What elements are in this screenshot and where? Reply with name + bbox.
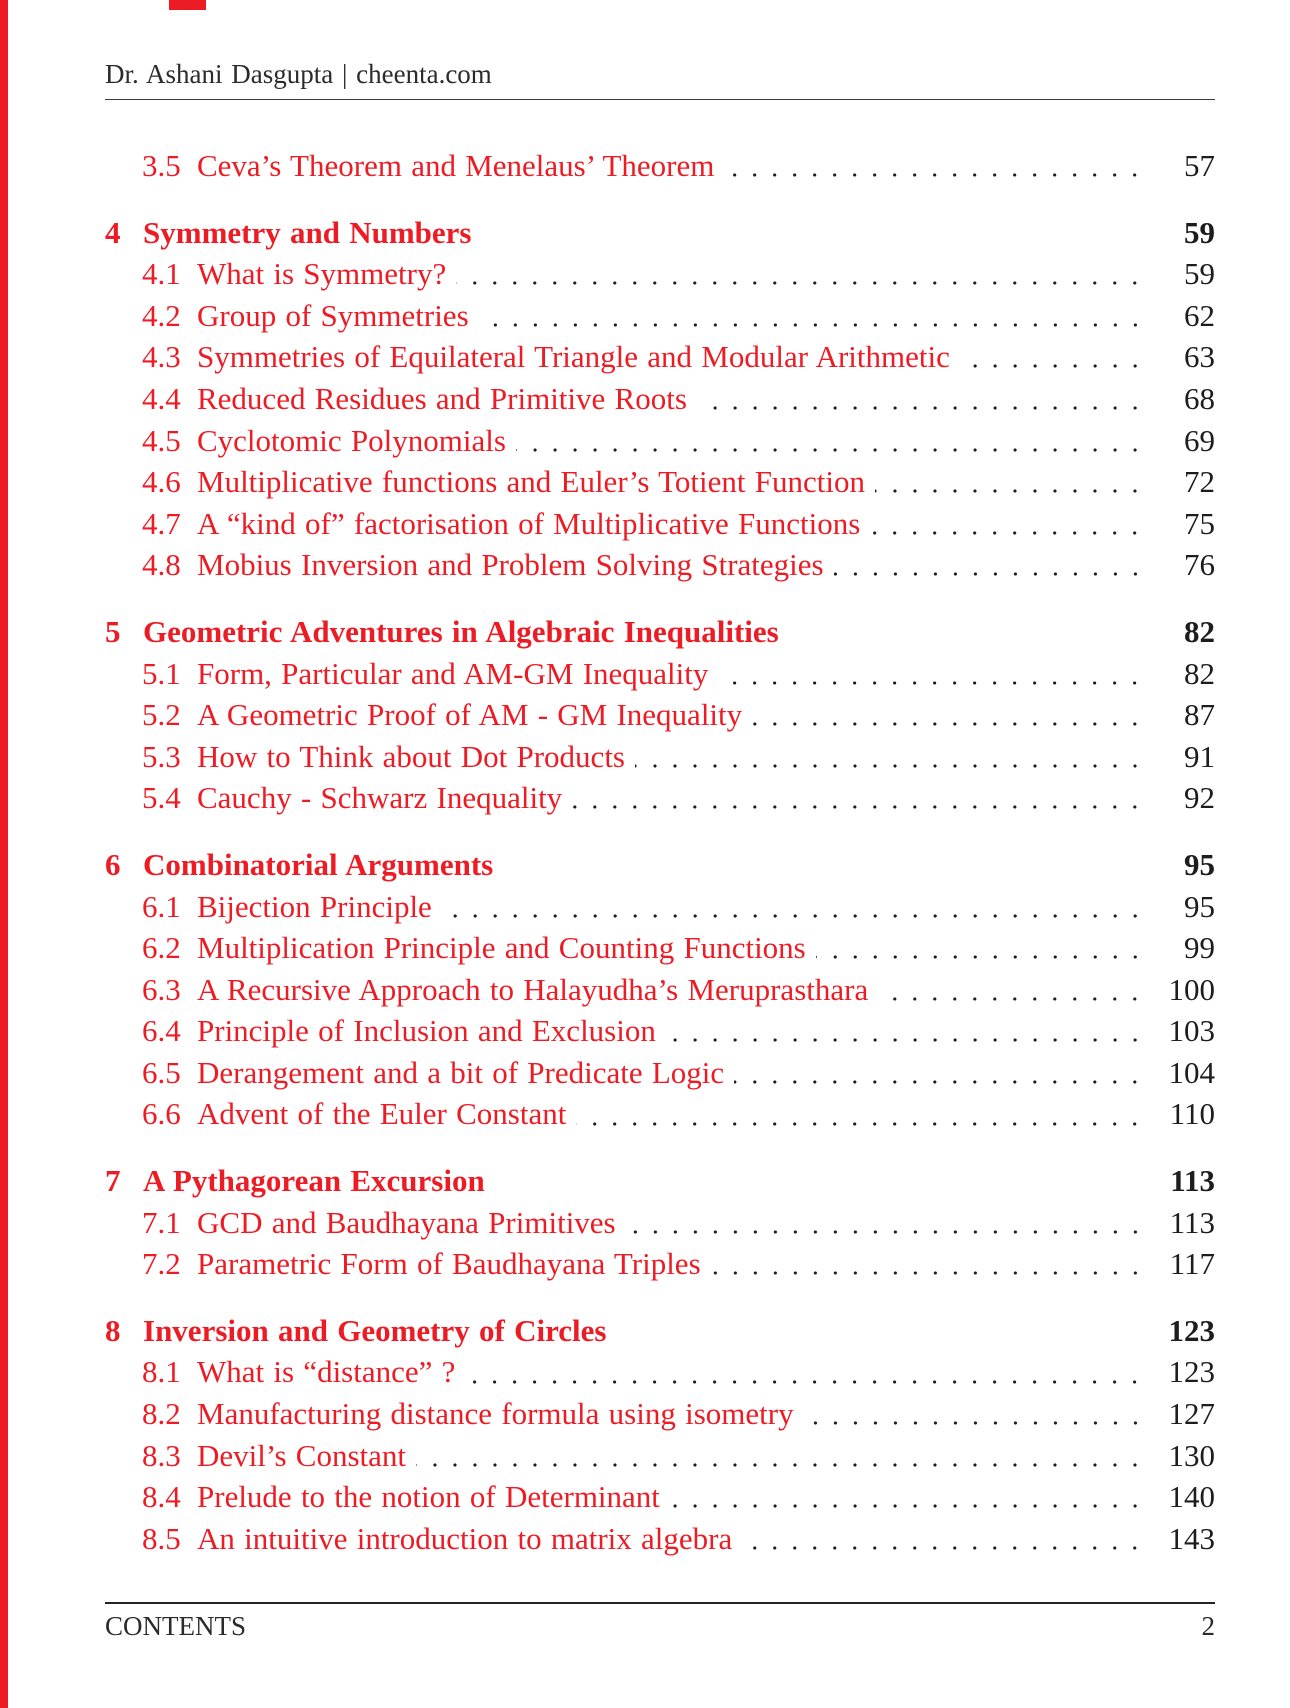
- dot-leader: [870, 503, 1149, 545]
- toc-entry-title: An intuitive introduction to matrix algebra: [197, 1520, 733, 1556]
- toc-entry[interactable]: [105, 694, 1215, 736]
- toc-entry-number: 4.1: [142, 256, 181, 292]
- toc-entry[interactable]: [105, 420, 1215, 462]
- toc-entry[interactable]: [105, 145, 1215, 187]
- toc-entry[interactable]: [105, 1010, 1215, 1052]
- toc-entry-number: 7.2: [142, 1246, 181, 1282]
- toc-entry-number: 4.7: [142, 505, 181, 541]
- toc-entry-title: Reduced Residues and Primitive Roots: [197, 380, 687, 416]
- toc-entry-number: 8.4: [142, 1479, 181, 1515]
- toc-entry-title: Geometric Adventures in Algebraic Inequalities: [143, 613, 779, 649]
- dot-leader: [734, 1052, 1149, 1094]
- toc-entry[interactable]: [105, 378, 1215, 420]
- toc-entry-number: 4.8: [142, 547, 181, 583]
- red-top-edge-tab: [169, 0, 206, 10]
- dot-leader: [742, 1518, 1149, 1560]
- toc-entry-title: Parametric Form of Baudhayana Triples: [197, 1246, 701, 1282]
- toc-entry[interactable]: [105, 777, 1215, 819]
- toc-entry[interactable]: [105, 544, 1215, 586]
- toc-entry-page: 103: [1168, 1013, 1215, 1049]
- toc-entry[interactable]: [105, 1476, 1215, 1518]
- toc-entry-number: 6.3: [142, 971, 181, 1007]
- toc-entry-title: A Recursive Approach to Halayudha’s Meruprasthara: [197, 971, 869, 1007]
- toc-entry-page: 68: [1184, 380, 1215, 416]
- dot-leader: [482, 212, 1150, 254]
- dot-leader: [804, 1393, 1149, 1435]
- toc-entry-page: 140: [1168, 1479, 1215, 1515]
- toc-entry-title: Prelude to the notion of Determinant: [197, 1479, 660, 1515]
- dot-leader: [697, 378, 1149, 420]
- toc-entry-number: 6.4: [142, 1013, 181, 1049]
- toc-entry-number: 5.3: [142, 738, 181, 774]
- toc-entry[interactable]: [105, 212, 1215, 254]
- toc-entry-number: 8.3: [142, 1437, 181, 1473]
- dot-leader: [465, 1351, 1149, 1393]
- toc-entry[interactable]: [105, 1518, 1215, 1560]
- toc-entry-title: Derangement and a bit of Predicate Logic: [197, 1054, 725, 1090]
- toc-entry-page: 62: [1184, 297, 1215, 333]
- toc-entry[interactable]: [105, 295, 1215, 337]
- toc-entry[interactable]: [105, 886, 1215, 928]
- dot-leader: [960, 336, 1149, 378]
- footer-contents-label: CONTENTS: [105, 1611, 246, 1641]
- toc-entry-page: 113: [1169, 1204, 1215, 1240]
- toc-entry[interactable]: [105, 1435, 1215, 1477]
- toc-entry[interactable]: [105, 844, 1215, 886]
- toc-entry-title: A Pythagorean Excursion: [143, 1163, 485, 1199]
- dot-leader: [495, 1160, 1149, 1202]
- dot-leader: [503, 844, 1149, 886]
- toc-entry[interactable]: [105, 736, 1215, 778]
- toc-entry-page: 130: [1168, 1437, 1215, 1473]
- toc-entry-number: 5.4: [142, 780, 181, 816]
- toc-entry-page: 95: [1184, 846, 1215, 882]
- toc-entry-page: 72: [1184, 464, 1215, 500]
- dot-leader: [752, 694, 1149, 736]
- dot-leader: [576, 1093, 1149, 1135]
- toc-entry-page: 127: [1168, 1396, 1215, 1432]
- toc-entry[interactable]: [105, 927, 1215, 969]
- toc-entry-title: GCD and Baudhayana Primitives: [197, 1204, 616, 1240]
- toc-entry-number: 3.5: [142, 148, 181, 183]
- toc-entry-title: Ceva’s Theorem and Menelaus’ Theorem: [197, 148, 715, 183]
- toc-entry-number: 5.1: [142, 655, 181, 691]
- dot-leader: [516, 420, 1149, 462]
- toc-entry-number: 8.5: [142, 1520, 181, 1556]
- toc-entry[interactable]: [105, 1160, 1215, 1202]
- dot-leader: [635, 736, 1149, 778]
- toc-entry-title: Mobius Inversion and Problem Solving Strategies: [197, 547, 824, 583]
- toc-entry-number: 4.2: [142, 297, 181, 333]
- red-left-edge-bar: [0, 0, 8, 1708]
- toc-list: [105, 145, 1215, 1559]
- toc-entry-title: What is “distance” ?: [197, 1354, 456, 1390]
- toc-entry-number: 8: [105, 1312, 121, 1348]
- dot-leader: [616, 1310, 1149, 1352]
- toc-entry-page: 59: [1184, 256, 1215, 292]
- dot-leader: [718, 653, 1149, 695]
- toc-entry-number: 7.1: [142, 1204, 181, 1240]
- toc-entry-page: 63: [1184, 339, 1215, 375]
- dot-leader: [789, 611, 1149, 653]
- toc-entry[interactable]: [105, 503, 1215, 545]
- toc-entry-title: Cyclotomic Polynomials: [197, 422, 506, 458]
- toc-entry-title: Multiplication Principle and Counting Functions: [197, 930, 806, 966]
- header-author-site: Dr. Ashani Dasgupta | cheenta.com: [105, 59, 492, 89]
- dot-leader: [724, 145, 1149, 187]
- dot-leader: [711, 1243, 1149, 1285]
- toc-entry-title: Inversion and Geometry of Circles: [143, 1312, 607, 1348]
- dot-leader: [572, 777, 1149, 819]
- dot-leader: [456, 253, 1149, 295]
- dot-leader: [875, 461, 1149, 503]
- toc-entry-number: 6.6: [142, 1096, 181, 1132]
- toc-entry-title: Combinatorial Arguments: [143, 846, 494, 882]
- toc-entry-number: 4.5: [142, 422, 181, 458]
- toc-entry[interactable]: [105, 1202, 1215, 1244]
- toc-entry-title: Advent of the Euler Constant: [197, 1096, 567, 1132]
- toc-entry-page: 82: [1184, 613, 1215, 649]
- toc-entry-page: 75: [1184, 505, 1215, 541]
- toc-entry[interactable]: [105, 653, 1215, 695]
- toc-entry-title: How to Think about Dot Products: [197, 738, 625, 774]
- dot-leader: [479, 295, 1149, 337]
- toc-entry[interactable]: [105, 461, 1215, 503]
- toc-entry-title: What is Symmetry?: [197, 256, 447, 292]
- toc-entry[interactable]: [105, 1243, 1215, 1285]
- toc-entry-number: 5: [105, 613, 121, 649]
- toc-entry-page: 99: [1184, 930, 1215, 966]
- toc-entry-title: Multiplicative functions and Euler’s Totient Function: [197, 464, 866, 500]
- dot-leader: [416, 1435, 1149, 1477]
- dot-leader: [816, 927, 1149, 969]
- toc-entry-page: 91: [1184, 738, 1215, 774]
- toc-entry-number: 6.5: [142, 1054, 181, 1090]
- toc-entry-number: 8.2: [142, 1396, 181, 1432]
- toc-entry-number: 6.2: [142, 930, 181, 966]
- toc-entry-title: Principle of Inclusion and Exclusion: [197, 1013, 656, 1049]
- toc-entry-page: 113: [1170, 1163, 1215, 1199]
- toc-entry-number: 4.3: [142, 339, 181, 375]
- page-header: [105, 60, 1215, 100]
- toc-entry-number: 7: [105, 1163, 121, 1199]
- toc-entry-title: Cauchy - Schwarz Inequality: [197, 780, 563, 816]
- toc-entry-title: Symmetry and Numbers: [143, 214, 472, 250]
- toc-entry-page: 69: [1184, 422, 1215, 458]
- dot-leader: [666, 1010, 1149, 1052]
- toc-entry[interactable]: [105, 969, 1215, 1011]
- toc-entry-page: 76: [1184, 547, 1215, 583]
- toc-entry-page: 95: [1184, 888, 1215, 924]
- footer-page-number: 2: [1201, 1611, 1215, 1641]
- toc-entry-title: Symmetries of Equilateral Triangle and Modular Arithmetic: [197, 339, 950, 375]
- toc-entry-title: Manufacturing distance formula using isometry: [197, 1396, 794, 1432]
- toc-entry-page: 82: [1184, 655, 1215, 691]
- toc-entry[interactable]: [105, 1310, 1215, 1352]
- toc-entry-title: Form, Particular and AM-GM Inequality: [197, 655, 709, 691]
- toc-entry[interactable]: [105, 253, 1215, 295]
- toc-entry-number: 6.1: [142, 888, 181, 924]
- toc-entry-page: 110: [1169, 1096, 1215, 1132]
- page-footer: [105, 1602, 1215, 1643]
- toc-entry-page: 123: [1168, 1354, 1215, 1390]
- toc-entry-number: 4.4: [142, 380, 181, 416]
- toc-entry-title: Bijection Principle: [197, 888, 432, 924]
- toc-entry[interactable]: [105, 611, 1215, 653]
- toc-entry-page: 87: [1184, 697, 1215, 733]
- toc-entry[interactable]: [105, 336, 1215, 378]
- toc-entry-title: Devil’s Constant: [197, 1437, 407, 1473]
- dot-leader: [834, 544, 1149, 586]
- toc-entry-number: 5.2: [142, 697, 181, 733]
- toc-entry[interactable]: [105, 1052, 1215, 1094]
- toc-entry[interactable]: [105, 1351, 1215, 1393]
- toc-entry-page: 57: [1184, 148, 1215, 183]
- toc-entry-number: 6: [105, 846, 121, 882]
- toc-entry-page: 100: [1168, 971, 1215, 1007]
- toc-entry-title: A “kind of” factorisation of Multiplicative Functions: [197, 505, 861, 541]
- toc-entry-page: 92: [1184, 780, 1215, 816]
- toc-entry-title: A Geometric Proof of AM - GM Inequality: [197, 697, 743, 733]
- dot-leader: [670, 1476, 1149, 1518]
- toc-entry-number: 4: [105, 214, 121, 250]
- dot-leader: [626, 1202, 1149, 1244]
- toc-entry-number: 4.6: [142, 464, 181, 500]
- toc-entry-page: 143: [1168, 1520, 1215, 1556]
- toc-entry-page: 104: [1168, 1054, 1215, 1090]
- dot-leader: [878, 969, 1149, 1011]
- dot-leader: [442, 886, 1149, 928]
- toc-entry-title: Group of Symmetries: [197, 297, 469, 333]
- toc-entry[interactable]: [105, 1093, 1215, 1135]
- toc-entry-page: 123: [1168, 1312, 1215, 1348]
- toc-entry-page: 59: [1184, 214, 1215, 250]
- toc-entry-number: 8.1: [142, 1354, 181, 1390]
- toc-entry-page: 117: [1169, 1246, 1215, 1282]
- toc-entry[interactable]: [105, 1393, 1215, 1435]
